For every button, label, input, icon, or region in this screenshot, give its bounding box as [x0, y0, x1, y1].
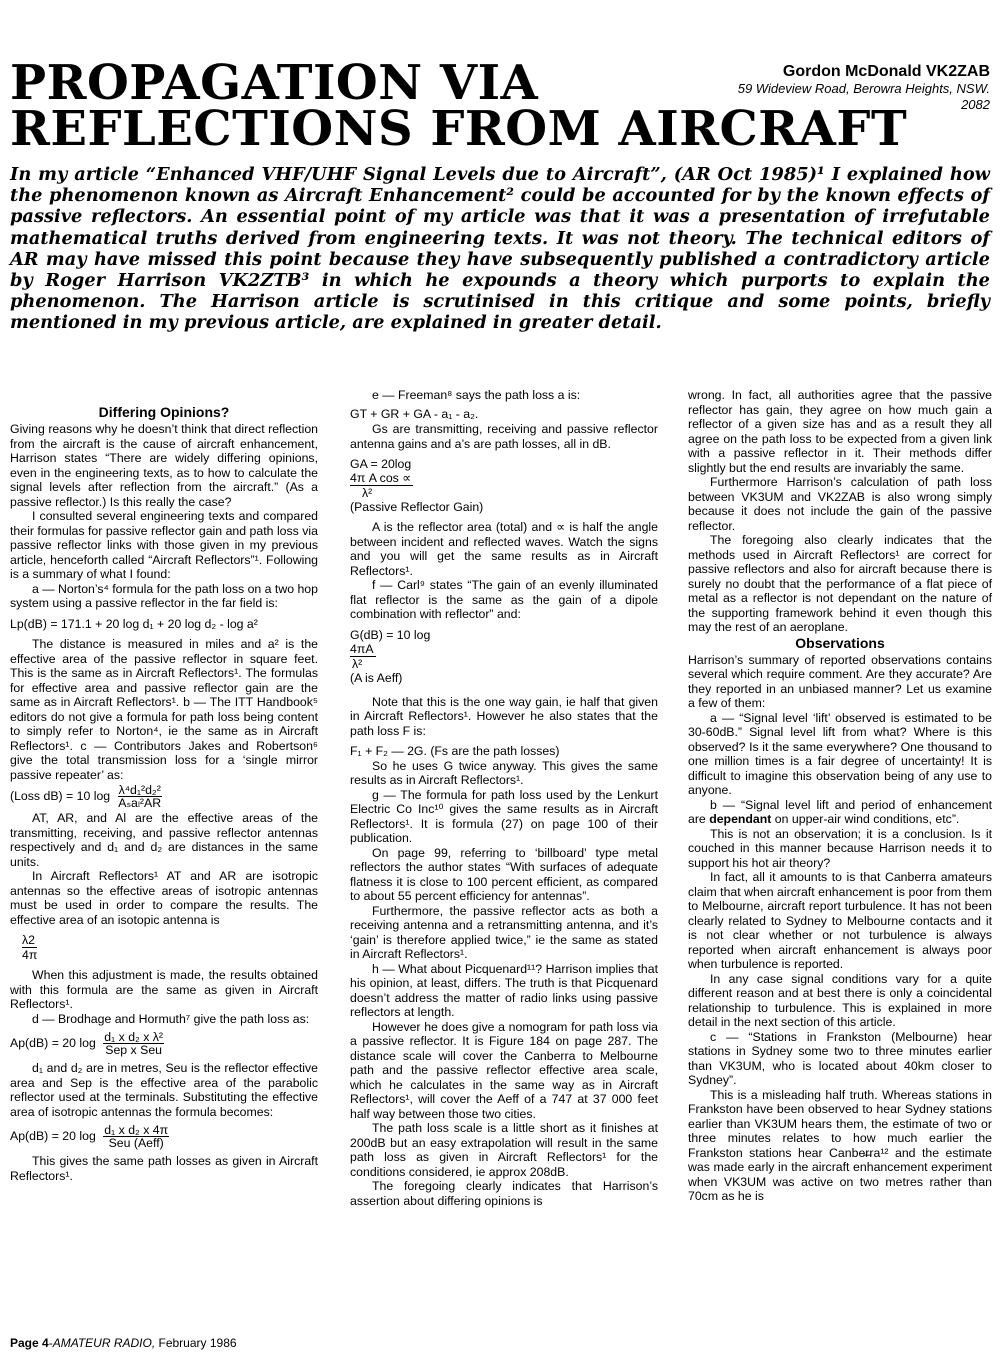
text: on upper-air wind conditions, etc”.	[771, 812, 960, 826]
paragraph: a — Norton’s⁴ formula for the path loss on a two hop system using a passive reflector in the far field is:	[10, 581, 318, 610]
equation-caption: (Passive Reflector Gain)	[350, 500, 484, 514]
fraction-numerator: λ⁴d₁²d₂²	[118, 783, 161, 797]
text: b — “Signal level lift and period of enhancement are	[688, 797, 992, 826]
title-line-1: PROPAGATION VIA	[10, 55, 539, 111]
emphasis: dependant	[709, 812, 772, 826]
fraction	[103, 1031, 164, 1056]
equation-brodhage-hormuth	[10, 1031, 318, 1056]
section-heading-differing-opinions: Differing Opinions?	[98, 404, 230, 420]
paragraph: On page 99, referring to ‘billboard’ type metal reflectors the author states “With surfaces of adequate flatness it is close to 100 percent efficient, as compared to about 55 percent efficiency for antennas”.	[350, 845, 658, 903]
fraction-denominator: Seu (Aeff)	[108, 1136, 164, 1150]
author-block	[660, 62, 990, 113]
fraction-denominator: λ²	[362, 486, 373, 500]
paragraph: In Aircraft Reflectors¹ AT and AR are isotropic antennas so the effective areas of isotropic antennas must be used in order to compare the results. The effective area of an isotopic antenna is	[10, 869, 318, 927]
title-line-2: REFLECTIONS FROM AIRCRAFT	[10, 101, 908, 157]
author-address-line-2: 2082	[961, 97, 990, 112]
paragraph: Giving reasons why he doesn’t think that direct reflection from the aircraft is the cause of aircraft enhancement, Harrison states “There are widely differing opinions, even in the engineering texts, as to how to calculate the signal levels after reflection from the aircraft.” (As a passive reflector.) Is this really the case?	[10, 422, 318, 509]
paragraph: A is the reflector area (total) and ∝ is half the angle between incident and reflected waves. Watch the signs and you will get the same results as in Aircraft Reflectors¹.	[350, 520, 658, 578]
paragraph: This is not an observation; it is a conclusion. Is it couched in this manner because Harrison needs it to support his hot air theory?	[688, 826, 992, 870]
equation-caption: (A is Aeff)	[350, 670, 403, 685]
equation-left: Ap(dB) = 20 log	[10, 1128, 96, 1143]
paragraph	[688, 798, 992, 827]
fraction	[118, 784, 162, 809]
page-number: Page 4	[10, 1336, 49, 1350]
paragraph: h — What about Picquenard¹¹? Harrison implies that his opinion, at least, differs. The truth is that Picquenard doesn’t address the matter of radio links using passive reflectors at length.	[350, 961, 658, 1019]
fraction-numerator: d₁ x d₂ x λ²	[104, 1030, 164, 1044]
paragraph: In any case signal conditions vary for a quite different reason and at best there is only a coincidental relationship to turbulence. This is explained in more detail in the next section of this article.	[688, 971, 992, 1029]
fraction-denominator: λ²	[352, 656, 363, 671]
issue-date: February 1986	[155, 1336, 237, 1350]
paragraph: Harrison’s summary of reported observations contains several which require comment. Are they accurate? Are they reported in an unbiased manner? Let us examine a few of them:	[688, 652, 992, 710]
intro-paragraph: In my article “Enhanced VHF/UHF Signal Levels due to Aircraft”, (AR Oct 1985)¹ I explained how the phenomenon known as Aircraft Enhancement² could be accounted for by the known effects of passive reflectors. An essential point of my article was that it was a presentation of irrefutable mathematical truths derived from engineering texts. It was not theory. The technical editors of AR may have missed this point because they have subsequently published a contradictory article by Roger Harrison VK2ZTB³ in which he expounds a theory which purports to explain the phenomenon. The Harrison article is scrutinised in this critique and some points, briefly mentioned in my previous article, are explained in greater detail.	[10, 164, 990, 334]
equation-carl-gain	[350, 628, 658, 685]
equation-left: (Loss dB) = 10 log	[10, 788, 111, 803]
magazine-name: AMATEUR RADIO,	[52, 1336, 156, 1350]
fraction-numerator: 4π A cos ∝	[350, 471, 412, 485]
paragraph: The path loss scale is a little short as it finishes at 200dB but an easy extrapolation will result in the same path loss as given in Aircraft Reflectors¹ for the conditions considered, ie approx 208dB.	[350, 1121, 658, 1179]
paragraph: e — Freeman⁸ says the path loss a is:	[372, 388, 581, 402]
equation-carl-path-loss: F₁ + F₂ — 2G. (Fs are the path losses)	[350, 744, 560, 758]
paragraph: c — “Stations in Frankston (Melbourne) hear stations in Sydney some two to three minutes earlier than VK3UM, who is located about 40km closer to Sydney”.	[688, 1029, 992, 1087]
column-3	[688, 388, 992, 1204]
paragraph: Gs are transmitting, receiving and passive reflector antenna gains and a’s are path losses, all in dB.	[350, 422, 658, 451]
paragraph: I consulted several engineering texts and compared their formulas for passive reflector gain and path loss via passive reflector links with those given in my previous article, henceforth called “Aircraft Reflectors”¹. Following is a summary of what I found:	[10, 509, 318, 581]
equation-freeman: GT + GR + GA - a₁ - a₂.	[350, 406, 479, 421]
paragraph: d₁ and d₂ are in metres, Seu is the reflector effective area and Sep is the effective area of the parabolic reflector used at the terminals. Substituting the effective area of isotropic antennas the formula becomes:	[10, 1061, 318, 1119]
paragraph: In fact, all it amounts to is that Canberra amateurs claim that when aircraft enhancement is poor from them to Melbourne, aircraft report turbulence. It has not been clearly related to Sydney to Melbourne contacts and it is not clear whether or not turbulence is always reported when aircraft enhancement is always poor when turbulence is reported.	[688, 870, 992, 971]
column-2	[350, 388, 658, 1208]
paragraph: Furthermore, the passive reflector acts as both a receiving antenna and a retransmitting antenna, and it’s ‘gain’ is therefore applied twice,” ie the same as stated in Aircraft Reflectors¹.	[350, 903, 658, 961]
paragraph: The foregoing clearly indicates that Harrison’s assertion about differing opinions is	[350, 1179, 658, 1208]
paragraph: f — Carl⁹ states “The gain of an evenly illuminated flat reflector is the same as the gain of a dipole combination with reflector” and:	[350, 578, 658, 621]
paragraph: wrong. In fact, all authorities agree that the passive reflector has gain, they agree on how much gain a reflector of a given size has and as a result they all agree on the path loss to be expected from a given link with a passive reflector in it. Their methods differ slightly but the end results are invariably the same.	[688, 388, 992, 475]
paragraph: d — Brodhage and Hormuth⁷ give the path loss as:	[32, 1011, 310, 1026]
fraction-denominator: 4π	[22, 948, 38, 962]
fraction-denominator: Sep x Seu	[105, 1043, 162, 1057]
paragraph: The foregoing also clearly indicates that the methods used in Aircraft Reflectors¹ are correct for passive reflectors and also for aircraft because there is surely no doubt that the performance of a flat piece of metal as a reflector is not dependant on the nature of the supporting framework behind it even though this may the rest of an aeroplane.	[688, 533, 992, 634]
paragraph: When this adjustment is made, the results obtained with this formula are the same as given in Aircraft Reflectors¹.	[10, 968, 318, 1011]
equation-isotropic-area	[22, 933, 318, 962]
equation-left: GA = 20log	[350, 457, 412, 471]
fraction-numerator: d₁ x d₂ x 4π	[104, 1123, 169, 1137]
fraction-numerator: 4πA	[350, 641, 374, 656]
paragraph: g — The formula for path loss used by the Lenkurt Electric Co Inc¹⁰ gives the same results as in Aircraft Reflectors¹. It is formula (27) on page 100 of their publication.	[350, 787, 658, 845]
column-1	[10, 404, 318, 1183]
paragraph: AT, AR, and Al are the effective areas of the transmitting, receiving, and passive reflector antennas respectively and d₁ and d₂ are distances in the same units.	[10, 811, 318, 869]
paragraph: The distance is measured in miles and a² is the effective area of the passive reflector in square feet. This is the same as in Aircraft Reflectors¹. The formulas for effective area and passive reflector gain are the same as in Aircraft Reflectors¹. b — The ITT Handbook⁵ editors do not give a formula for path loss being content to simply refer to Norton⁴, ie the same as in Aircraft Reflectors¹. c — Contributors Jakes and Robertson⁶ give the total transmission loss for a ‘single mirror passive repeater’ as:	[10, 637, 318, 782]
equation-substituted	[10, 1124, 318, 1149]
paragraph: This is a misleading half truth. Whereas stations in Frankston have been observed to hear Sydney stations earlier than VK3UM hears them, the estimate of two or three minutes relates to how much earlier the Frankston stations hear Canbe̵r̵ra¹² and the estimate was made early in the aircraft enhancement experiment when VK3UM was active on two metres rather than 70cm as he is	[688, 1087, 992, 1203]
paragraph: Note that this is the one way gain, ie half that given in Aircraft Reflectors¹. However he also states that the path loss F is:	[350, 694, 658, 738]
page-footer	[10, 1336, 237, 1350]
equation-reflector-gain	[350, 457, 658, 514]
paragraph: So he uses G twice anyway. This gives the same results as in Aircraft Reflectors¹.	[350, 758, 658, 787]
paragraph: However he does give a nomogram for path loss via a passive reflector. It is Figure 184 on page 287. The distance scale will cover the Canberra to Melbourne path and the passive reflector effective area scale, which he calculates in the same way as in Aircraft Reflectors¹, will cover the Aeff of a 747 at 37 000 feet half way between those two cities.	[350, 1019, 658, 1121]
author-name: Gordon McDonald VK2ZAB	[782, 63, 990, 80]
equation-norton: Lp(dB) = 171.1 + 20 log d₁ + 20 log d₂ - log a²	[10, 616, 258, 631]
paragraph: This gives the same path losses as given in Aircraft Reflectors¹.	[10, 1154, 318, 1183]
footer-separator: -	[48, 1336, 53, 1350]
fraction-denominator: Aₛaₗ²AR	[118, 796, 162, 810]
equation-jakes-robertson	[10, 784, 318, 809]
equation-left: Ap(dB) = 20 log	[10, 1035, 96, 1050]
author-address-line-1: 59 Wideview Road, Berowra Heights, NSW.	[737, 81, 990, 96]
fraction-numerator: λ2	[22, 933, 35, 947]
paragraph: a — “Signal level ‘lift’ observed is estimated to be 30-60dB.” Signal level lift from what? Where is this observed? Is it the same everywhere? One thousand to one million times is a fair degree of uncertainty! It is difficult to imagine this observation being of any use to anyone.	[688, 710, 992, 797]
section-heading-observations: Observations	[795, 634, 885, 651]
paragraph: Furthermore Harrison’s calculation of path loss between VK3UM and VK2ZAB is also wrong simply because it does not include the gain of the passive reflector.	[688, 475, 992, 533]
equation-left: G(dB) = 10 log	[350, 627, 431, 642]
fraction	[103, 1124, 169, 1149]
